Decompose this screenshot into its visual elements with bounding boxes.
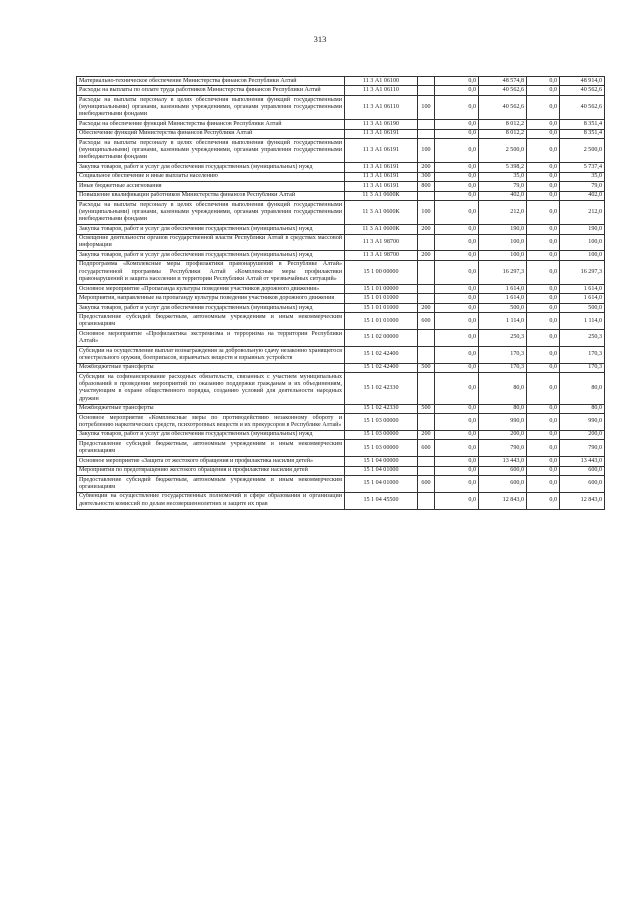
row-value-3: 0,0: [527, 492, 560, 509]
row-code: 11 3 А1 98700: [345, 234, 418, 251]
row-value-1: 0,0: [435, 457, 479, 466]
row-value-3: 0,0: [527, 440, 560, 457]
row-name: Иные бюджетные ассигнования: [77, 182, 345, 191]
row-value-3: 0,0: [527, 139, 560, 163]
row-value-3: 0,0: [527, 466, 560, 475]
row-code: 11 3 А1 06191: [345, 172, 418, 181]
row-name: Закупка товаров, работ и услуг для обеспечения государственных (муниципальных) нужд: [77, 225, 345, 234]
row-code: 15 1 04 01000: [345, 476, 418, 493]
row-value-1: 0,0: [435, 346, 479, 363]
row-value-4: 40 562,6: [560, 86, 605, 95]
row-expense-type: [418, 120, 435, 129]
row-value-2: 48 574,8: [479, 77, 527, 86]
row-expense-type: 300: [418, 172, 435, 181]
row-code: 11 3 А1 06110: [345, 86, 418, 95]
row-value-4: 48 914,0: [560, 77, 605, 86]
row-value-2: 1 114,0: [479, 313, 527, 330]
table-row: [77, 234, 605, 251]
row-value-4: 170,3: [560, 363, 605, 372]
row-expense-type: [418, 346, 435, 363]
row-value-4: 8 351,4: [560, 120, 605, 129]
row-name: Субсидии на осуществление выплат вознаграждения за добровольную сдачу незаконно хранящегося огнестрельного оружия, боеприпасов, взрывчатых веществ и взрывных устройств: [77, 346, 345, 363]
row-value-1: 0,0: [435, 163, 479, 172]
table-row: [77, 476, 605, 493]
row-name: Межбюджетные трансферты: [77, 404, 345, 413]
row-value-3: 0,0: [527, 303, 560, 312]
row-value-1: 0,0: [435, 330, 479, 347]
row-value-3: 0,0: [527, 363, 560, 372]
row-value-2: 40 562,6: [479, 86, 527, 95]
row-value-2: 402,0: [479, 191, 527, 200]
row-name: Расходы на выплаты по оплате труда работников Министерства финансов Республики Алтай: [77, 86, 345, 95]
row-value-4: 600,0: [560, 466, 605, 475]
row-expense-type: 200: [418, 163, 435, 172]
row-name: Закупка товаров, работ и услуг для обеспечения государственных (муниципальных) нужд: [77, 163, 345, 172]
row-value-3: 0,0: [527, 457, 560, 466]
row-value-2: 80,0: [479, 404, 527, 413]
row-value-1: 0,0: [435, 95, 479, 119]
row-name: Основное мероприятие «Профилактика экстремизма и терроризма на территории Республики Алтай»: [77, 330, 345, 347]
row-name: Субвенции на осуществление государственных полномочий в сфере образования и организации деятельности комиссий по делам несовершеннолетних и защите их прав: [77, 492, 345, 509]
row-value-1: 0,0: [435, 303, 479, 312]
table-row: [77, 404, 605, 413]
table-row: [77, 284, 605, 293]
row-expense-type: [418, 294, 435, 303]
row-value-2: 1 614,0: [479, 294, 527, 303]
row-value-4: 16 297,3: [560, 260, 605, 284]
row-name: Основное мероприятие «Защита от жестокого обращения и профилактика насилия детей»: [77, 457, 345, 466]
row-value-4: 8 351,4: [560, 129, 605, 138]
row-value-2: 1 614,0: [479, 284, 527, 293]
row-value-1: 0,0: [435, 139, 479, 163]
row-expense-type: [418, 457, 435, 466]
row-code: 15 1 04 45500: [345, 492, 418, 509]
row-expense-type: [418, 330, 435, 347]
row-name: Основное мероприятие «Пропаганда культуры поведения участников дорожного движения»: [77, 284, 345, 293]
table-row: [77, 303, 605, 312]
row-code: 15 1 02 42330: [345, 404, 418, 413]
page-number: 313: [313, 34, 327, 44]
row-value-1: 0,0: [435, 251, 479, 260]
row-name: Расходы на выплаты персоналу в целях обеспечения выполнения функций государственными (муниципальными) органами, казенными учреждениями, органами управления государственными внебюджетными фондами: [77, 201, 345, 225]
row-name: Межбюджетные трансферты: [77, 363, 345, 372]
row-expense-type: [418, 129, 435, 138]
row-value-2: 8 012,2: [479, 129, 527, 138]
row-value-1: 0,0: [435, 476, 479, 493]
table-row: [77, 457, 605, 466]
row-value-3: 0,0: [527, 284, 560, 293]
row-expense-type: [418, 492, 435, 509]
row-value-1: 0,0: [435, 466, 479, 475]
row-code: 11 3 А1 06191: [345, 182, 418, 191]
row-value-1: 0,0: [435, 86, 479, 95]
row-code: 15 1 02 42330: [345, 373, 418, 404]
table-row: [77, 191, 605, 200]
row-value-4: 80,0: [560, 373, 605, 404]
row-value-4: 200,0: [560, 430, 605, 439]
row-value-4: 100,0: [560, 251, 605, 260]
row-value-1: 0,0: [435, 430, 479, 439]
row-expense-type: 200: [418, 303, 435, 312]
row-expense-type: [418, 260, 435, 284]
table-row: [77, 95, 605, 119]
row-name: Предоставление субсидий бюджетным, автономным учреждениям и иным некоммерческим организациям: [77, 476, 345, 493]
row-value-2: 5 398,2: [479, 163, 527, 172]
row-value-4: 500,0: [560, 303, 605, 312]
row-value-2: 100,0: [479, 251, 527, 260]
row-expense-type: [418, 86, 435, 95]
table-row: [77, 120, 605, 129]
row-value-4: 402,0: [560, 191, 605, 200]
row-expense-type: 100: [418, 201, 435, 225]
row-name: Расходы на выплаты персоналу в целях обеспечения выполнения функций государственными (муниципальными) органами, казенными учреждениями, органами управления государственными внебюджетными фондами: [77, 139, 345, 163]
row-code: 11 3 А1 06190: [345, 120, 418, 129]
row-value-2: 35,0: [479, 172, 527, 181]
row-name: Расходы на обеспечение функций Министерства финансов Республики Алтай: [77, 120, 345, 129]
row-value-3: 0,0: [527, 201, 560, 225]
row-code: 15 1 04 01000: [345, 466, 418, 475]
row-value-4: 1 114,0: [560, 313, 605, 330]
row-value-3: 0,0: [527, 260, 560, 284]
row-code: 15 1 02 42400: [345, 346, 418, 363]
row-value-4: 1 614,0: [560, 284, 605, 293]
row-value-1: 0,0: [435, 191, 479, 200]
row-expense-type: 500: [418, 404, 435, 413]
row-value-1: 0,0: [435, 225, 479, 234]
row-expense-type: 600: [418, 440, 435, 457]
row-value-2: 600,0: [479, 466, 527, 475]
row-name: Социальное обеспечение и иные выплаты населению: [77, 172, 345, 181]
row-value-4: 40 562,6: [560, 95, 605, 119]
row-value-1: 0,0: [435, 373, 479, 404]
row-value-1: 0,0: [435, 440, 479, 457]
row-value-4: 13 443,0: [560, 457, 605, 466]
row-value-2: 200,0: [479, 430, 527, 439]
row-value-3: 0,0: [527, 120, 560, 129]
table-row: [77, 77, 605, 86]
row-value-4: 12 843,0: [560, 492, 605, 509]
row-value-2: 170,3: [479, 346, 527, 363]
table-row: [77, 163, 605, 172]
row-expense-type: [418, 373, 435, 404]
row-name: Закупка товаров, работ и услуг для обеспечения государственных (муниципальных) нужд: [77, 303, 345, 312]
table-row: [77, 139, 605, 163]
row-expense-type: [418, 77, 435, 86]
row-value-2: 170,3: [479, 363, 527, 372]
row-name: Закупка товаров, работ и услуг для обеспечения государственных (муниципальных) нужд: [77, 251, 345, 260]
row-value-3: 0,0: [527, 95, 560, 119]
row-value-3: 0,0: [527, 404, 560, 413]
row-value-1: 0,0: [435, 313, 479, 330]
row-expense-type: [418, 234, 435, 251]
row-value-3: 0,0: [527, 225, 560, 234]
row-code: 15 1 01 01000: [345, 294, 418, 303]
row-expense-type: 200: [418, 225, 435, 234]
row-value-3: 0,0: [527, 191, 560, 200]
table-row: [77, 172, 605, 181]
table-row: [77, 260, 605, 284]
row-code: 11 3 А1 06191: [345, 139, 418, 163]
row-value-1: 0,0: [435, 363, 479, 372]
row-value-2: 2 500,0: [479, 139, 527, 163]
table-row: [77, 346, 605, 363]
row-value-4: 5 737,4: [560, 163, 605, 172]
row-expense-type: [418, 191, 435, 200]
row-code: 15 1 01 00000: [345, 284, 418, 293]
row-expense-type: 600: [418, 313, 435, 330]
row-value-2: 100,0: [479, 234, 527, 251]
budget-table-body: [77, 77, 605, 510]
row-expense-type: 800: [418, 182, 435, 191]
row-value-1: 0,0: [435, 182, 479, 191]
row-value-2: 79,0: [479, 182, 527, 191]
table-row: [77, 440, 605, 457]
table-row: [77, 129, 605, 138]
table-row: [77, 182, 605, 191]
row-name: Освещение деятельности органов государственной власти Республики Алтай в средствах массовой информации: [77, 234, 345, 251]
row-value-3: 0,0: [527, 163, 560, 172]
row-name: Материально-техническое обеспечение Министерства финансов Республики Алтай: [77, 77, 345, 86]
row-value-4: 250,3: [560, 330, 605, 347]
row-value-4: 100,0: [560, 234, 605, 251]
row-code: 15 1 03 00000: [345, 430, 418, 439]
row-expense-type: 100: [418, 139, 435, 163]
row-value-2: 40 562,6: [479, 95, 527, 119]
row-name: Обеспечение функций Министерства финансов Республики Алтай: [77, 129, 345, 138]
row-value-1: 0,0: [435, 172, 479, 181]
row-name: Мероприятия, направленные на пропаганду культуры поведения участников дорожного движения: [77, 294, 345, 303]
row-value-1: 0,0: [435, 414, 479, 431]
row-code: 11 3 А1 06110: [345, 95, 418, 119]
row-expense-type: [418, 284, 435, 293]
row-value-2: 190,0: [479, 225, 527, 234]
row-code: 15 1 03 00000: [345, 440, 418, 457]
row-value-3: 0,0: [527, 251, 560, 260]
row-code: 15 1 04 00000: [345, 457, 418, 466]
row-expense-type: 200: [418, 251, 435, 260]
row-value-3: 0,0: [527, 373, 560, 404]
row-value-3: 0,0: [527, 77, 560, 86]
table-row: [77, 225, 605, 234]
row-code: 11 3 А1 0600К: [345, 191, 418, 200]
row-value-4: 1 614,0: [560, 294, 605, 303]
row-value-2: 990,0: [479, 414, 527, 431]
row-value-4: 80,0: [560, 404, 605, 413]
row-value-4: 190,0: [560, 225, 605, 234]
table-row: [77, 251, 605, 260]
row-code: 11 3 А1 06191: [345, 163, 418, 172]
row-value-3: 0,0: [527, 129, 560, 138]
row-expense-type: 200: [418, 430, 435, 439]
row-code: 15 1 00 00000: [345, 260, 418, 284]
row-value-4: 212,0: [560, 201, 605, 225]
row-name: Повышение квалификации работников Министерства финансов Республики Алтай: [77, 191, 345, 200]
row-value-1: 0,0: [435, 404, 479, 413]
row-code: 15 1 01 01000: [345, 313, 418, 330]
row-code: 15 1 02 42400: [345, 363, 418, 372]
row-code: 15 1 01 01000: [345, 303, 418, 312]
table-row: [77, 373, 605, 404]
row-value-3: 0,0: [527, 182, 560, 191]
table-row: [77, 414, 605, 431]
row-value-3: 0,0: [527, 414, 560, 431]
row-value-3: 0,0: [527, 430, 560, 439]
row-code: 11 3 А1 0600К: [345, 225, 418, 234]
row-value-3: 0,0: [527, 234, 560, 251]
row-value-2: 250,3: [479, 330, 527, 347]
row-name: Расходы на выплаты персоналу в целях обеспечения выполнения функций государственными (муниципальными) органами, казенными учреждениями, органами управления государственными внебюджетными фондами: [77, 95, 345, 119]
row-code: 11 3 А1 98700: [345, 251, 418, 260]
row-value-1: 0,0: [435, 492, 479, 509]
table-row: [77, 313, 605, 330]
table-row: [77, 201, 605, 225]
row-value-1: 0,0: [435, 284, 479, 293]
row-value-2: 212,0: [479, 201, 527, 225]
row-value-4: 170,3: [560, 346, 605, 363]
row-code: 15 1 02 00000: [345, 330, 418, 347]
row-value-4: 2 500,0: [560, 139, 605, 163]
row-value-4: 990,0: [560, 414, 605, 431]
row-name: Подпрограмма «Комплексные меры профилактики правонарушений в Республике Алтай» государственной программы Республики Алтай «Комплексные меры профилактики правонарушений и защита населения и территории Республики Алтай от чрезвычайных ситуаций»: [77, 260, 345, 284]
row-value-1: 0,0: [435, 77, 479, 86]
row-value-3: 0,0: [527, 330, 560, 347]
row-value-2: 500,0: [479, 303, 527, 312]
table-row: [77, 363, 605, 372]
row-expense-type: 100: [418, 95, 435, 119]
row-code: 15 1 03 00000: [345, 414, 418, 431]
row-expense-type: [418, 466, 435, 475]
row-value-2: 16 297,3: [479, 260, 527, 284]
row-value-2: 80,0: [479, 373, 527, 404]
row-value-2: 790,0: [479, 440, 527, 457]
table-row: [77, 294, 605, 303]
table-row: [77, 330, 605, 347]
row-expense-type: 500: [418, 363, 435, 372]
row-value-1: 0,0: [435, 129, 479, 138]
row-name: Субсидии на софинансирование расходных обязательств, связанных с участием муниципальных образований в проведении мероприятий по оказанию поддержки гражданам и их объединениям, участвующим в охране общественного порядка, созданию условий для деятельности народных дружин: [77, 373, 345, 404]
row-value-3: 0,0: [527, 294, 560, 303]
row-value-3: 0,0: [527, 172, 560, 181]
row-value-4: 35,0: [560, 172, 605, 181]
row-code: 11 3 А1 06191: [345, 129, 418, 138]
row-code: 11 3 А1 0600К: [345, 201, 418, 225]
row-value-1: 0,0: [435, 234, 479, 251]
row-name: Закупка товаров, работ и услуг для обеспечения государственных (муниципальных) нужд: [77, 430, 345, 439]
row-expense-type: 600: [418, 476, 435, 493]
row-name: Мероприятия по предотвращению жестокого обращения и профилактике насилия детей: [77, 466, 345, 475]
row-value-3: 0,0: [527, 313, 560, 330]
row-expense-type: [418, 414, 435, 431]
row-value-2: 13 443,0: [479, 457, 527, 466]
row-value-1: 0,0: [435, 120, 479, 129]
table-row: [77, 86, 605, 95]
row-value-2: 600,0: [479, 476, 527, 493]
row-name: Основное мероприятие «Комплексные меры по противодействию незаконному обороту и потреблению наркотических средств, психотропных веществ и их прекурсоров в Республике Алтай»: [77, 414, 345, 431]
row-name: Предоставление субсидий бюджетным, автономным учреждениям и иным некоммерческим организациям: [77, 440, 345, 457]
row-code: 11 3 А1 06100: [345, 77, 418, 86]
row-value-1: 0,0: [435, 294, 479, 303]
table-row: [77, 466, 605, 475]
row-value-4: 600,0: [560, 476, 605, 493]
table-row: [77, 492, 605, 509]
row-value-1: 0,0: [435, 201, 479, 225]
budget-table: [76, 76, 605, 510]
row-value-2: 8 012,2: [479, 120, 527, 129]
row-name: Предоставление субсидий бюджетным, автономным учреждениям и иным некоммерческим организациям: [77, 313, 345, 330]
row-value-4: 790,0: [560, 440, 605, 457]
row-value-4: 79,0: [560, 182, 605, 191]
row-value-1: 0,0: [435, 260, 479, 284]
row-value-3: 0,0: [527, 86, 560, 95]
row-value-3: 0,0: [527, 476, 560, 493]
row-value-2: 12 843,0: [479, 492, 527, 509]
table-row: [77, 430, 605, 439]
row-value-3: 0,0: [527, 346, 560, 363]
